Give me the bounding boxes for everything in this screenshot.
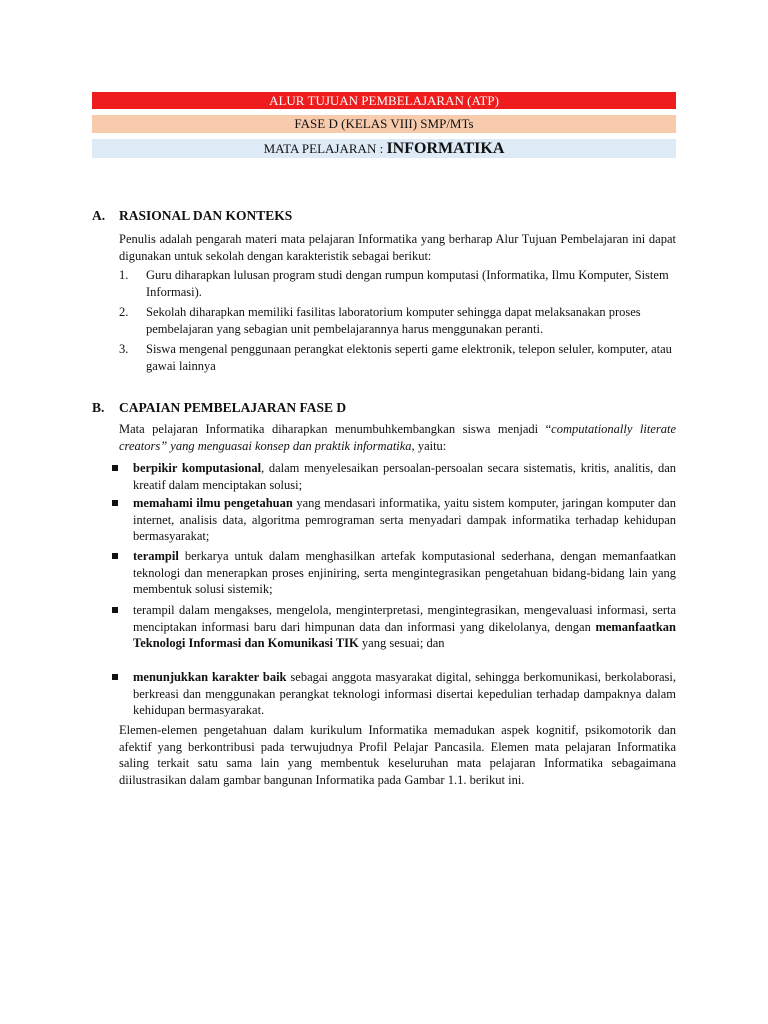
subject-prefix: MATA PELAJARAN : bbox=[263, 141, 387, 156]
bullet-bold: menunjukkan karakter baik bbox=[133, 670, 287, 684]
bullet-bold: memahami ilmu pengetahuan bbox=[133, 496, 293, 510]
document-title: ALUR TUJUAN PEMBELAJARAN (ATP) bbox=[269, 93, 499, 108]
list-number: 1. bbox=[119, 268, 129, 282]
bullet-rest: berkarya untuk dalam menghasilkan artefak komputasional sederhana, dengan memanfaatkan teknologi dan menerapkan proses enjiniring, serta mengintegrasikan pengetahuan bidang-bidang lain yang membentuk solusi sistemik; bbox=[133, 549, 676, 596]
phase-label: FASE D (KELAS VIII) SMP/MTs bbox=[294, 116, 474, 131]
section-b-letter: B. bbox=[92, 400, 105, 415]
subject-bar bbox=[92, 139, 676, 158]
bullet-text bbox=[133, 495, 676, 545]
square-bullet-icon bbox=[112, 500, 118, 506]
bullet-item bbox=[112, 602, 676, 652]
bullet-item bbox=[112, 548, 676, 598]
list-number: 3. bbox=[119, 342, 129, 356]
list-text: Siswa mengenal penggunaan perangkat elektonis seperti game elektronik, telepon seluler, komputer, atau gawai lainnya bbox=[146, 342, 672, 373]
list-item bbox=[119, 341, 676, 374]
list-text: Sekolah diharapkan memiliki fasilitas laboratorium komputer sehingga dapat melaksanakan proses pembelajaran yang sebagian unit pembelajarannya harus menggunakan peranti. bbox=[146, 305, 641, 336]
section-b-intro bbox=[119, 421, 676, 454]
list-text: Guru diharapkan lulusan program studi dengan rumpun komputasi (Informatika, Ilmu Komputer, Sistem Informasi). bbox=[146, 268, 669, 299]
subject-name: INFORMATIKA bbox=[386, 140, 505, 157]
phase-bar bbox=[92, 115, 676, 133]
bullet-text bbox=[133, 669, 676, 719]
bullet-item bbox=[112, 460, 676, 493]
section-b-heading bbox=[92, 400, 346, 416]
intro-text: Mata pelajaran Informatika diharapkan menumbuhkembangkan siswa menjadi “ bbox=[119, 422, 552, 436]
bullet-text bbox=[133, 602, 676, 652]
bullet-text bbox=[133, 460, 676, 493]
bullet-rest: sebagai anggota masyarakat digital, sehingga berkomunikasi, berkolaborasi, berkreasi dan menggunakan perangkat teknologi informasi disertai kepedulian terhadap dampaknya dalam kehidupan bermasyarakat. bbox=[133, 670, 676, 717]
section-a-title: RASIONAL DAN KONTEKS bbox=[119, 208, 293, 223]
bullet-bold: memanfaatkan Teknologi Informasi dan Komunikasi TIK bbox=[133, 619, 676, 650]
square-bullet-icon bbox=[112, 607, 118, 613]
section-a-intro: Penulis adalah pengarah materi mata pelajaran Informatika yang berharap Alur Tujuan Pembelajaran ini dapat digunakan untuk sekolah dengan karakteristik sebagai berikut: bbox=[119, 232, 676, 263]
bullet-pre: terampil dalam mengakses, mengelola, menginterpretasi, mengintegrasikan, mengevaluasi informasi, serta menciptakan informasi baru dari himpunan data dan informasi yang dikelolanya, dengan bbox=[133, 603, 676, 634]
section-b-title: CAPAIAN PEMBELAJARAN FASE D bbox=[119, 400, 347, 415]
section-b-closing: Elemen-elemen pengetahuan dalam kurikulum Informatika memadukan aspek kognitif, psikomotorik dan afektif yang berkontribusi pada terwujudnya Profil Pelajar Pancasila. Elemen mata pelajaran Informatika saling terkait satu sama lain yang membentuk keseluruhan mata pelajaran Informatika sebagaimana diilustrasikan dalam gambar bangunan Informatika pada Gambar 1.1. berikut ini. bbox=[119, 723, 676, 787]
square-bullet-icon bbox=[112, 465, 118, 471]
title-bar bbox=[92, 92, 676, 109]
bullet-bold: berpikir komputasional bbox=[133, 461, 262, 475]
square-bullet-icon bbox=[112, 674, 118, 680]
intro-italic-text: computationally literate creators” yang menguasai konsep dan praktik informatika, bbox=[119, 422, 677, 453]
list-item bbox=[119, 304, 676, 337]
square-bullet-icon bbox=[112, 553, 118, 559]
bullet-text bbox=[133, 548, 676, 598]
list-item bbox=[119, 267, 676, 300]
bullet-item bbox=[112, 669, 676, 719]
bullet-rest: , dalam menyelesaikan persoalan-persoalan secara sistematis, kritis, analitis, dan kreatif dalam menciptakan solusi; bbox=[133, 461, 676, 492]
section-a-heading bbox=[92, 208, 292, 224]
bullet-rest: yang sesuai; dan bbox=[358, 636, 445, 650]
list-number: 2. bbox=[119, 305, 129, 319]
section-a-letter: A. bbox=[92, 208, 106, 223]
bullet-bold: terampil bbox=[133, 549, 179, 563]
bullet-rest: yang mendasari informatika, yaitu sistem komputer, jaringan komputer dan internet, analisis data, algoritma pemrograman serta menyadari dampak informatika terhadap kehidupan bermasyarakat; bbox=[133, 496, 677, 543]
intro-suffix: yaitu: bbox=[414, 438, 447, 453]
bullet-item bbox=[112, 495, 676, 545]
